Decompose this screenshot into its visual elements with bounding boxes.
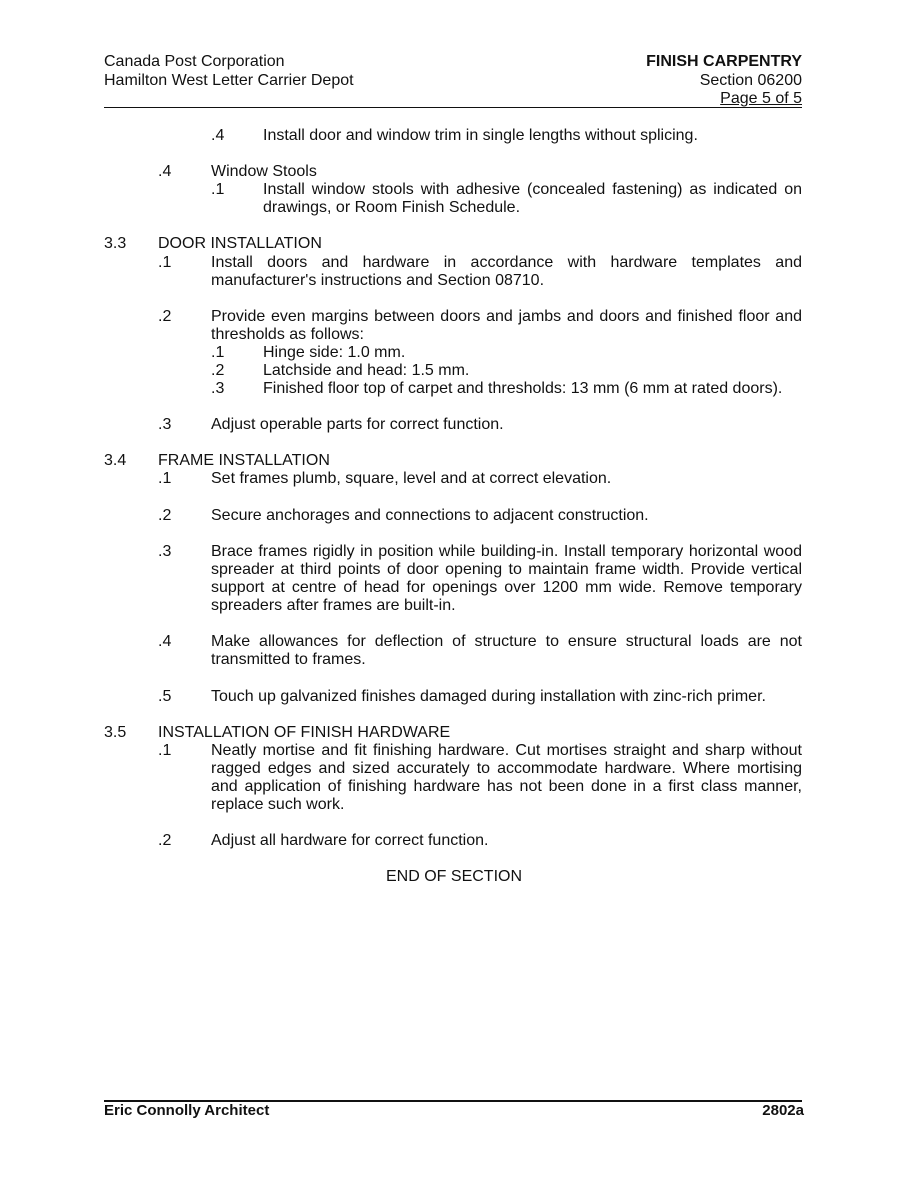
item-text: Brace frames rigidly in position while building-in. Install temporary horizontal wood spreader at third points of door opening to maintain frame width. Provide vertical support at centre of head for openings over 1200 mm wide. Remove temporary spreaders after frames are built-in. — [211, 543, 802, 614]
item-text: Adjust all hardware for correct function. — [211, 832, 489, 849]
item-number: .2 — [158, 507, 172, 524]
section-title: INSTALLATION OF FINISH HARDWARE — [158, 724, 451, 741]
subitem-text: Hinge side: 1.0 mm. — [263, 344, 406, 361]
item-number: .4 — [158, 633, 172, 650]
item-number: .1 — [158, 470, 172, 487]
footer-doc-number: 2802a — [762, 1102, 804, 1119]
item-number: .1 — [211, 181, 225, 198]
item-text: Adjust operable parts for correct function. — [211, 416, 504, 433]
subitem-text: Latchside and head: 1.5 mm. — [263, 362, 470, 379]
subitem-number: .3 — [211, 380, 225, 397]
item-text: Set frames plumb, square, level and at correct elevation. — [211, 470, 612, 487]
item-number: .3 — [158, 543, 172, 560]
item-text: Install door and window trim in single lengths without splicing. — [263, 127, 698, 144]
section-number: 3.4 — [104, 452, 127, 469]
footer-architect: Eric Connolly Architect — [104, 1102, 270, 1119]
item-number: .1 — [158, 742, 172, 759]
section-title: FRAME INSTALLATION — [158, 452, 330, 469]
header-rule — [104, 107, 802, 108]
item-number: .4 — [158, 163, 172, 180]
item-text: Neatly mortise and fit finishing hardware. Cut mortises straight and sharp without ragged edges and sized accurately to accommodate hardware. Where mortising and application of finishing hardware has not been done in a first class manner, replace such work. — [211, 742, 802, 813]
subitem-number: .1 — [211, 344, 225, 361]
item-text: Provide even margins between doors and jambs and doors and finished floor and thresholds as follows: — [211, 308, 802, 343]
section-title: DOOR INSTALLATION — [158, 235, 322, 252]
item-text: Secure anchorages and connections to adjacent construction. — [211, 507, 649, 524]
end-of-section: END OF SECTION — [386, 868, 523, 885]
subitem-number: .2 — [211, 362, 225, 379]
header-page: Page 5 of 5 — [720, 90, 802, 107]
item-text: Install doors and hardware in accordance with hardware templates and manufacturer's instructions and Section 08710. — [211, 254, 802, 289]
item-text: Touch up galvanized finishes damaged during installation with zinc-rich primer. — [211, 688, 766, 705]
header-org: Canada Post Corporation — [104, 53, 285, 70]
item-text: Make allowances for deflection of structure to ensure structural loads are not transmitted to frames. — [211, 633, 802, 668]
header-title: FINISH CARPENTRY — [646, 53, 802, 70]
item-heading: Window Stools — [211, 163, 317, 180]
subitem-text: Finished floor top of carpet and thresholds: 13 mm (6 mm at rated doors). — [263, 380, 783, 397]
item-text: Install window stools with adhesive (concealed fastening) as indicated on drawings, or Room Finish Schedule. — [263, 181, 802, 216]
header-section: Section 06200 — [699, 72, 802, 89]
item-number: .2 — [158, 832, 172, 849]
header-project: Hamilton West Letter Carrier Depot — [104, 72, 354, 89]
item-number: .4 — [211, 127, 225, 144]
section-number: 3.3 — [104, 235, 127, 252]
section-number: 3.5 — [104, 724, 127, 741]
item-number: .2 — [158, 308, 172, 325]
item-number: .1 — [158, 254, 172, 271]
item-number: .5 — [158, 688, 172, 705]
item-number: .3 — [158, 416, 172, 433]
